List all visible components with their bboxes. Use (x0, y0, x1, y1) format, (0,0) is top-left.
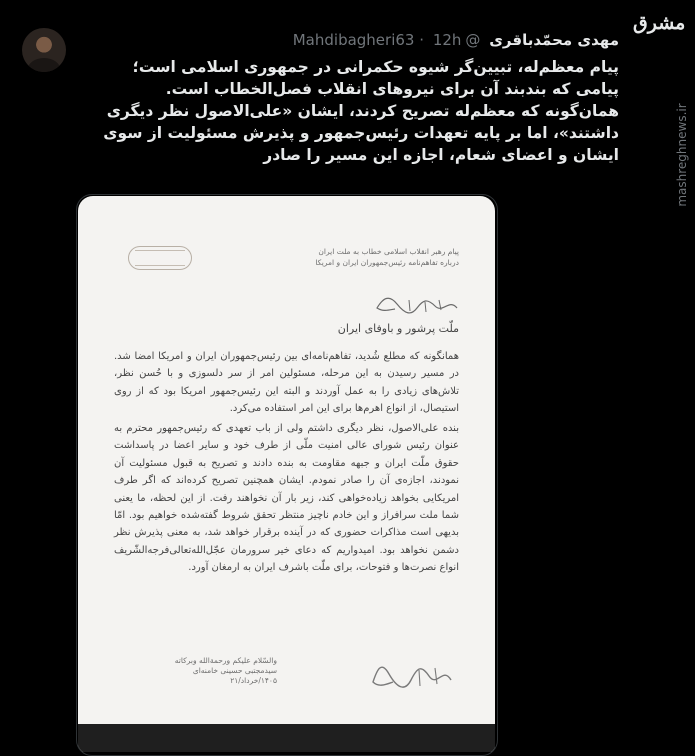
timestamp[interactable]: 12h (432, 31, 462, 49)
tweet-media-image[interactable] (76, 194, 498, 756)
signature-icon (339, 658, 459, 698)
tweet-header (293, 30, 619, 50)
letter-heading: پیام رهبر انقلاب اسلامی خطاب به ملت ایران درباره تفاهم‌نامه رئیس‌جمهوران ایران و امریکا (315, 247, 459, 267)
author-name[interactable]: مهدی محمّدباقری (489, 31, 619, 49)
tweet-text (86, 56, 619, 166)
letter-salutation: ملّت پرشور و باوفای ایران (337, 322, 459, 335)
mashregh-url-watermark: mashreghnews.ir (675, 103, 689, 207)
calligraphy-seal-icon (128, 246, 192, 270)
letter-paragraph-2: بنده علی‌الاصول، نظر دیگری داشتم ولی از باب تعهدی که رئیس‌جمهور محترم به عنوان رئیس شورای عالی امنیت ملّی از طرف خود و سایر اعضا در پاسداشت حقوق ملّت ایران و جبهه مقاومت به بنده دادند و تصریح به قبول مسئولیت آن نمودند، اجازه‌ی آن را صادر نمودم. ایشان همچنین تصریح کرده‌اند که اگر طرف امریکایی بخواهد زیاده‌خواهی کند، زیر بار آن نخواهند رفت. از این لحظه، ما یعنی شما ملت سرافراز و این خادم ناچیز منتظر تحقق شروط گفته‌شده خواهیم بود. امّا بدیهی است مذاکرات حضوری که در آینده برقرار خواهد شد، به معنی پذیرش نظر دشمن نخواهد بود. امیدواریم که دعای خیر سرورمان عجّل‌الله‌تعالی‌فرجه‌الشّریف انواع نصرت‌ها و فتوحات، برای ملّت باشرف ایران به ارمغان آورد. (114, 423, 459, 574)
letter-paper (78, 196, 495, 752)
separator: · (419, 31, 425, 49)
bismillah-calligraphy-icon (369, 294, 459, 318)
author-handle[interactable]: @Mahdibagheri63 (292, 31, 481, 49)
avatar[interactable] (22, 28, 66, 72)
letter-paragraph-1: همانگونه که مطلع شُدید، تفاهم‌نامه‌ای بین رئیس‌جمهوران ایران و امریکا امضا شد. در مسیر رسیدن به این مرحله، مسئولین امر از سر دلسوزی و با حُسن نظر، تلاش‌های زیادی را به عمل آوردند و البته این رئیس‌جمهور امریکا بود که از روی استیصال، از انواع اهرم‌ها برای این امر استفاده می‌کرد. (114, 351, 459, 415)
image-bottom-edge (78, 724, 495, 752)
letter-closing: والسّلام علیکم ورحمة‌الله وبرکاته سیدمجتبی حسینی خامنه‌ای ۱۴۰۵/خرداد/۲۱ (174, 656, 277, 685)
tweet-paragraph-1: پیام معظم‌له، تبیین‌گر شیوه حکمرانی در جمهوری اسلامی است؛ پیامی که بندبند آن برای نیروهای انقلاب فصل‌الخطاب است. (132, 58, 619, 98)
mashregh-logo: مشرق (633, 12, 686, 34)
tweet-paragraph-2: همان‌گونه که معظم‌له تصریح کردند، ایشان «علی‌الاصول نظر دیگری داشتند»، اما بر پایه تعهدات رئیس‌جمهور و پذیرش مسئولیت از سوی ایشان و اعضای شعام، اجازه این مسیر را صادر (103, 102, 619, 164)
